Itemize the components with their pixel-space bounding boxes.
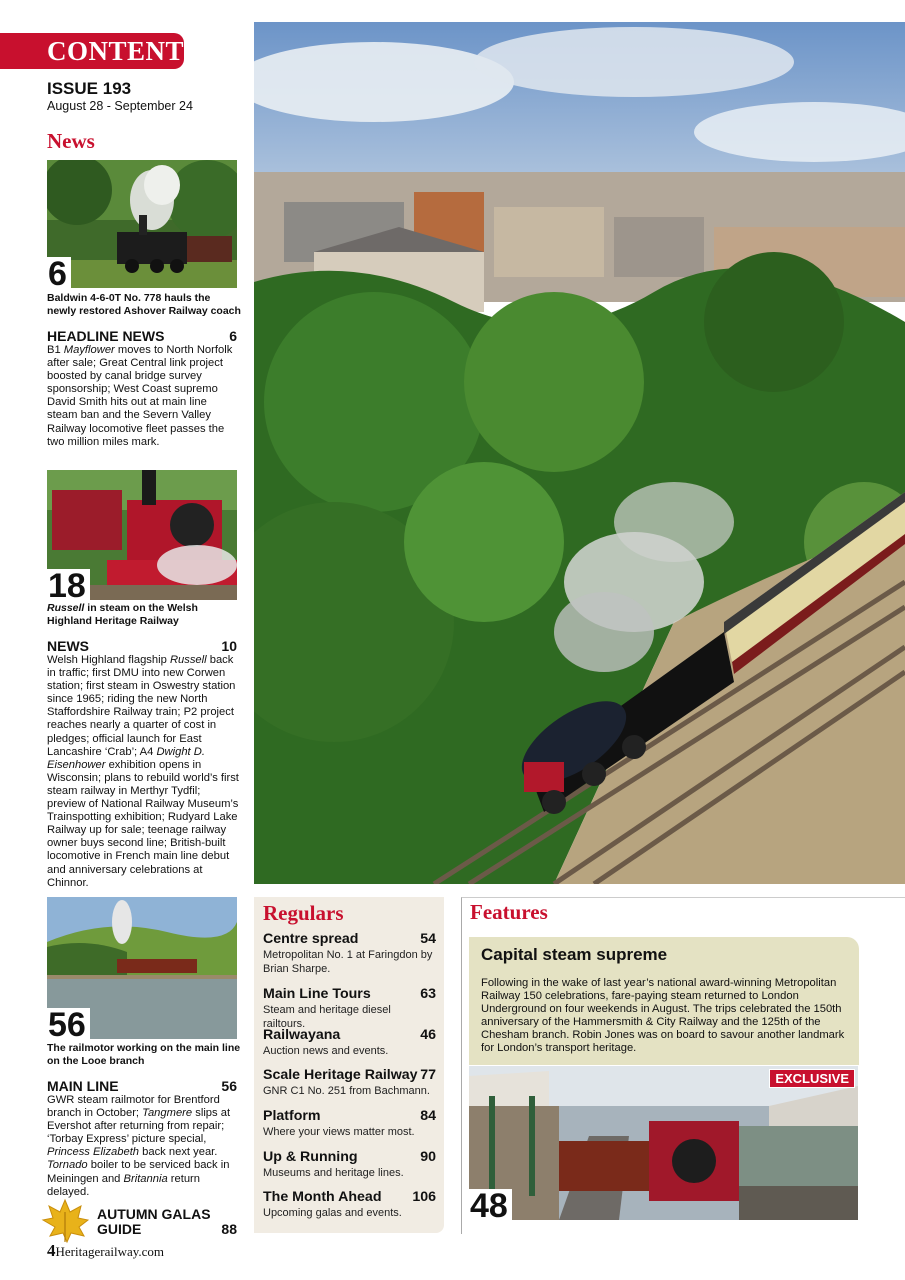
headline-news-entry[interactable]	[47, 328, 237, 344]
autumn-line-2: GUIDE	[97, 1221, 142, 1237]
regular-item[interactable]: Up & Running 90 Museums and heritage lines.	[263, 1149, 436, 1179]
news-thumb-baldwin[interactable]	[47, 160, 237, 288]
page-badge: 56	[47, 1008, 90, 1039]
entry-page: 88	[221, 1221, 237, 1237]
news-heading: News	[47, 129, 95, 153]
page-badge: 48	[469, 1189, 512, 1220]
main-line-summary: GWR steam railmotor for Brentford branch in October; Tangmere slips at Evershot after returning from repair; ‘Torbay Express’ picture special, Princess Elizabeth back next year. Tornado boiler to be serviced back in Meiningen and Britannia return delayed.	[47, 1094, 231, 1198]
regulars-heading: Regulars	[263, 901, 344, 925]
news-summary: Welsh Highland flagship Russell back in traffic; first DMU into new Corwen station; first steam in Oswestry station since 1965; riding the new North Staffordshire Railway train; P2 project reaches nearly a quarter of cost in pledges; official launch for East Lancashire ‘Crab’; A4 Dwight D. Eisenhower exhibition opens in Wisconsin; plans to rebuild world’s first steam railway in Merthyr Tydfil; preview of National Railway Museum’s Trainspotting exhibition; Rudyard Lake Railway up for sale; teenage railway owner buys second line; British-built locomotive in French main line debut and anniversary celebrations at Chinnor.	[47, 654, 239, 889]
issue-number: ISSUE 193	[47, 79, 132, 98]
entry-title: HEADLINE NEWS	[47, 328, 165, 344]
news-caption-2: Russell in steam on the Welsh Highland Heritage Railway	[47, 602, 198, 627]
regular-item[interactable]: Railwayana 46 Auction news and events.	[263, 1027, 436, 1057]
autumn-galas-entry[interactable]	[97, 1207, 237, 1237]
entry-page: 56	[221, 1078, 237, 1094]
regular-item[interactable]: The Month Ahead 106 Upcoming galas and events.	[263, 1189, 436, 1219]
entry-page: 10	[221, 638, 237, 654]
feature-title: Capital steam supreme	[481, 945, 668, 964]
baldwin-photo	[47, 160, 237, 288]
entry-title: NEWS	[47, 638, 89, 654]
issue-dates: August 28 - September 24	[47, 99, 193, 113]
steam-locomotive-illustration	[254, 22, 905, 884]
regular-item[interactable]: Centre spread 54 Metropolitan No. 1 at Faringdon by Brian Sharpe.	[263, 931, 436, 975]
contents-title: CONTENTS	[0, 33, 184, 69]
autumn-leaf-icon	[41, 1198, 89, 1244]
page-badge: 6	[47, 257, 71, 288]
regular-item[interactable]: Platform 84 Where your views matter most.	[263, 1108, 436, 1138]
regular-item[interactable]: Main Line Tours 63 Steam and heritage diesel railtours.	[263, 986, 436, 1030]
underground-steam-photo	[469, 1066, 858, 1220]
headline-news-summary: B1 Mayflower moves to North Norfolk after sale; Great Central link project boosted by canal bridge survey sponsorship; West Coast supremo David Smith hits out at main line steam ban and the Severn Valley Railway locomotive fleet passes the two million miles mark.	[47, 344, 233, 448]
regulars-panel	[254, 897, 444, 1233]
entry-title: MAIN LINE	[47, 1078, 119, 1094]
news-thumb-russell[interactable]	[47, 470, 237, 600]
entry-page: 6	[229, 328, 237, 344]
exclusive-badge: EXCLUSIVE	[769, 1069, 855, 1088]
main-steam-photo	[254, 22, 905, 884]
main-line-entry[interactable]	[47, 1078, 237, 1094]
page-badge: 18	[47, 569, 90, 600]
autumn-line-1: AUTUMN GALAS	[97, 1206, 211, 1222]
news-caption-1: Baldwin 4-6-0T No. 778 hauls the newly restored Ashover Railway coach	[47, 292, 241, 317]
page-footer: 4Heritagerailway.com	[47, 1241, 165, 1260]
features-heading: Features	[470, 900, 548, 924]
news-entry[interactable]	[47, 638, 237, 654]
feature-photo[interactable]	[469, 1066, 858, 1220]
regular-item[interactable]: Scale Heritage Railway 77 GNR C1 No. 251 from Bachmann.	[263, 1067, 436, 1097]
news-caption-3: The railmotor working on the main line on the Looe branch	[47, 1042, 241, 1067]
feature-body: Following in the wake of last year’s national award-winning Metropolitan Railway 150 celebrations, fare-paying steam returned to London Underground on four weekends in August. The trips celebrated the 150th anniversary of the Hammersmith & City Railway and the 125th of the Chesham branch. Robin Jones was on board to savour another landmark for London’s transport heritage.	[481, 977, 845, 1055]
news-thumb-railmotor[interactable]	[47, 897, 237, 1039]
